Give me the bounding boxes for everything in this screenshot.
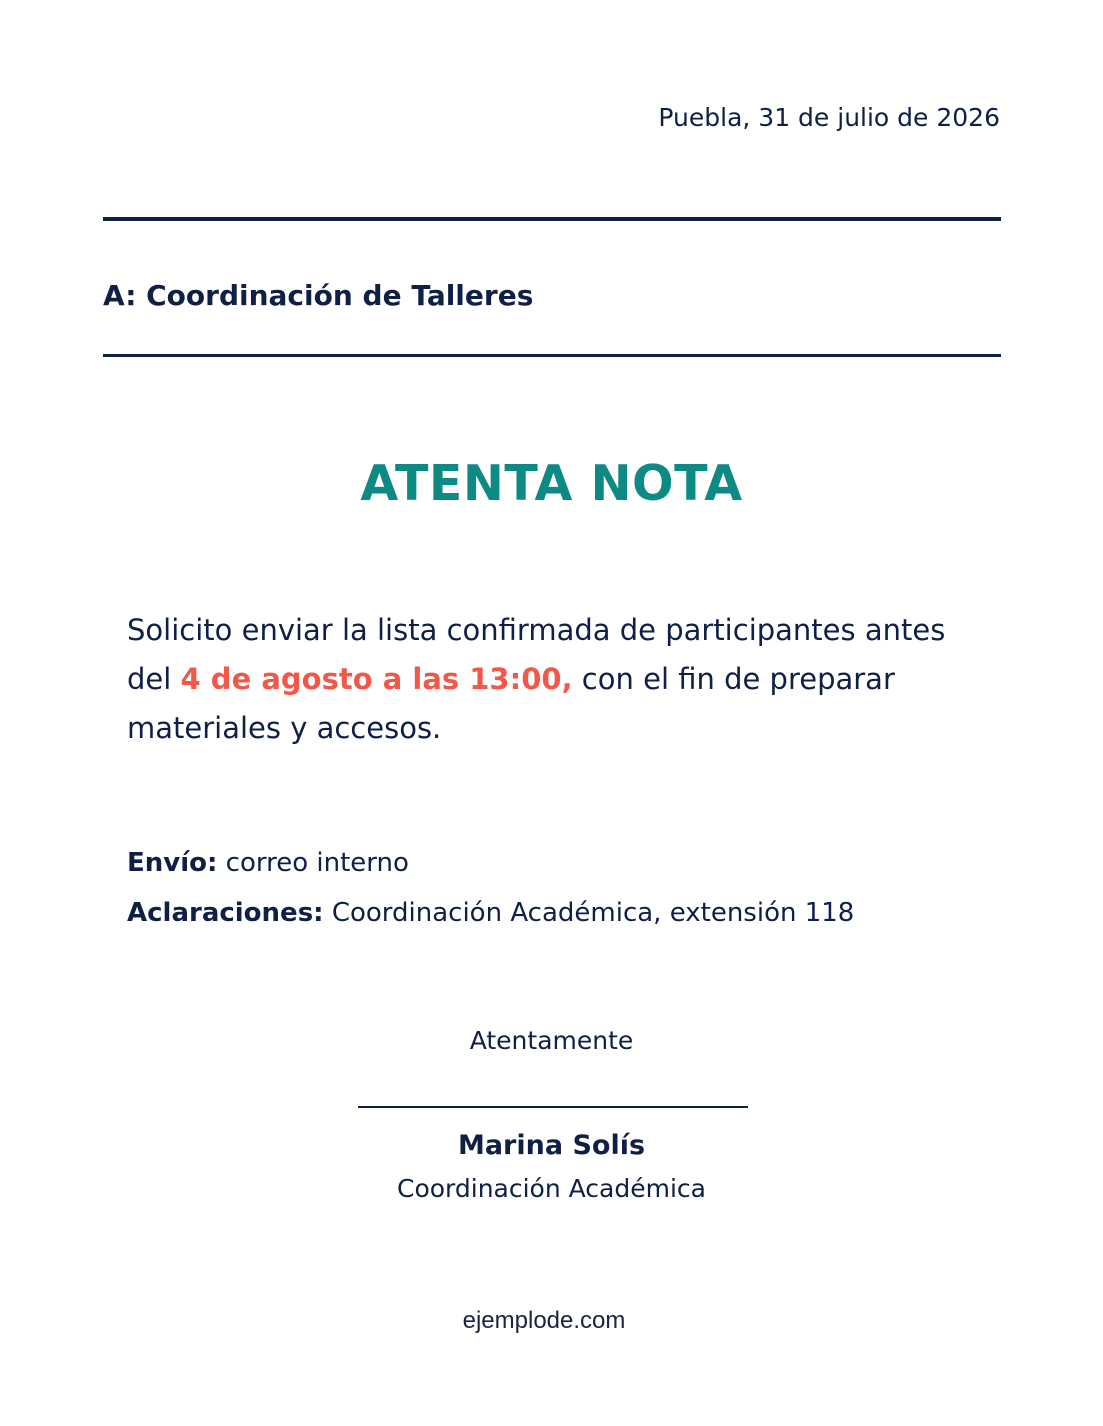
body-paragraph: [127, 606, 997, 753]
closing-salutation: Atentamente: [469, 1026, 634, 1055]
signature-line: [358, 1106, 748, 1108]
detail-label: Aclaraciones:: [127, 898, 324, 928]
deadline-highlight: 4 de agosto a las 13:00,: [180, 662, 573, 696]
detail-label: Envío:: [127, 848, 218, 878]
footer-website: ejemplode.com: [462, 1307, 626, 1334]
detail-row-envio: [127, 838, 854, 888]
detail-row-aclaraciones: [127, 888, 854, 938]
signer-name: Marina Solís: [457, 1130, 646, 1161]
signer-role: Coordinación Académica: [397, 1174, 706, 1203]
place-date: Puebla, 31 de julio de 2026: [658, 103, 1000, 132]
top-divider: [103, 217, 1001, 221]
detail-value: Coordinación Académica, extensión 118: [323, 898, 855, 928]
body-text-start: Solicito enviar la lista confirmada de participantes antes del: [127, 613, 946, 696]
details-block: [127, 838, 854, 938]
bottom-divider: [103, 354, 1001, 357]
document-title: ATENTA NOTA: [360, 455, 743, 512]
recipient-line: A: Coordinación de Talleres: [103, 279, 534, 312]
body-text-end: con el fin de preparar materiales y accesos.: [127, 662, 895, 745]
detail-value: correo interno: [217, 848, 409, 878]
